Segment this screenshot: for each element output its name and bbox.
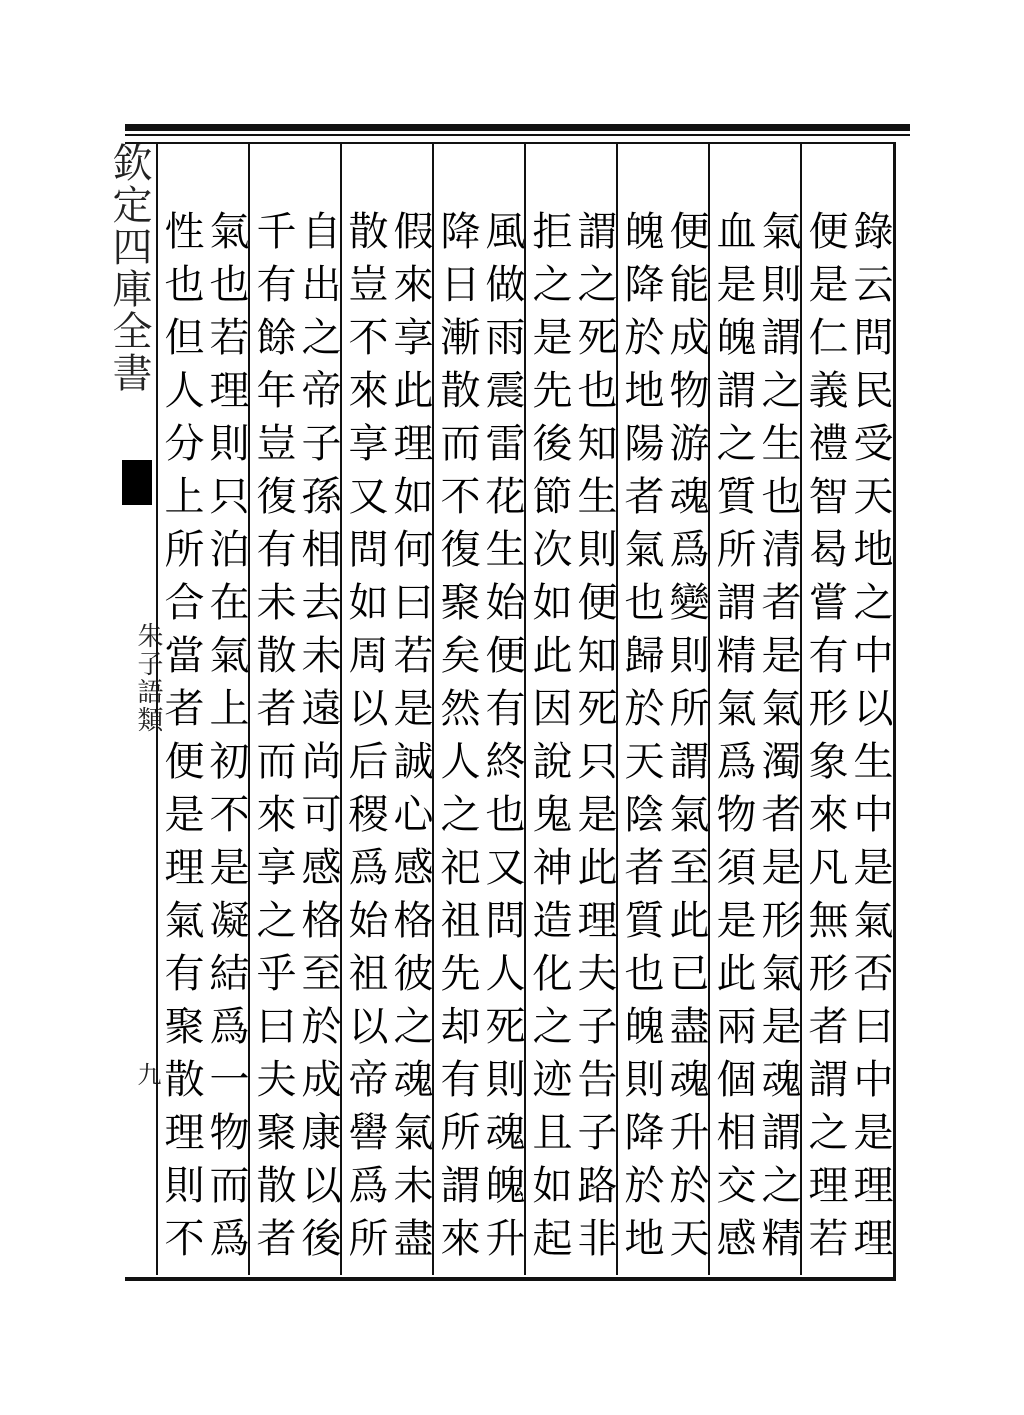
text-column-3 [616,142,709,1275]
column-text [710,210,800,1270]
text-column-7 [248,142,341,1275]
column-line: 散豈不來享又問如周以后稷爲始祖以帝嚳爲所 [342,210,388,1270]
column-line: 假來享此理如何曰若是誠心感格彼之魂氣未盡 [387,210,433,1270]
column-line: 便是仁義禮智曷嘗有形象來凡無形者謂之理若 [802,210,848,1270]
column-line: 謂之死也知生則便知死只是此理夫子告子路非 [571,210,617,1270]
top-border-rule [125,124,910,131]
fishtail-mark [122,460,152,505]
column-line: 氣也若理則只泊在氣上初不是凝結爲一物而爲 [203,210,249,1270]
column-line: 魄降於地陽者氣也歸於天陰者質也魄則降於地 [618,210,664,1270]
column-text [342,210,432,1270]
column-line: 拒之是先後節次如此因說鬼神造化之迹且如起 [526,210,572,1270]
column-text [434,210,524,1270]
top-border-rule-thin [125,134,910,136]
column-line: 降日漸散而不復聚矣然人之祀祖先却有所謂來 [434,210,480,1270]
column-text [618,210,708,1270]
column-line: 錄云問民受天地之中以生中是氣否曰中是理理 [847,210,893,1270]
text-column-6 [340,142,433,1275]
column-line: 便能成物游魂爲變則所謂氣至此已盡魂升於天 [663,210,709,1270]
column-line: 風做雨震雷花生始便有終也又問人死則魂魄升 [479,210,525,1270]
page-spine [106,142,163,1275]
column-text [802,210,892,1270]
column-text [250,210,340,1270]
text-column-8 [156,142,249,1275]
column-line: 自出之帝子孫相去未遠尚可感格至於成康以後 [295,210,341,1270]
text-column-2 [708,142,801,1275]
column-text [158,210,248,1270]
column-text [526,210,616,1270]
column-line: 氣則謂之生也清者是氣濁者是形氣是魂謂之精 [755,210,801,1270]
page-number: 九 [133,1062,161,1086]
text-column-4 [524,142,617,1275]
text-column-1 [800,142,893,1275]
column-line: 血是魄謂之質所謂精氣爲物須是此兩個相交感 [710,210,756,1270]
column-line: 千有餘年豈復有未散者而來享之乎曰夫聚散者 [250,210,296,1270]
book-title: 欽定四庫全書 [106,142,152,394]
text-column-5 [432,142,525,1275]
column-line: 性也但人分上所合當者便是理氣有聚散理則不 [158,210,204,1270]
section-title: 朱子語類 [133,622,163,734]
